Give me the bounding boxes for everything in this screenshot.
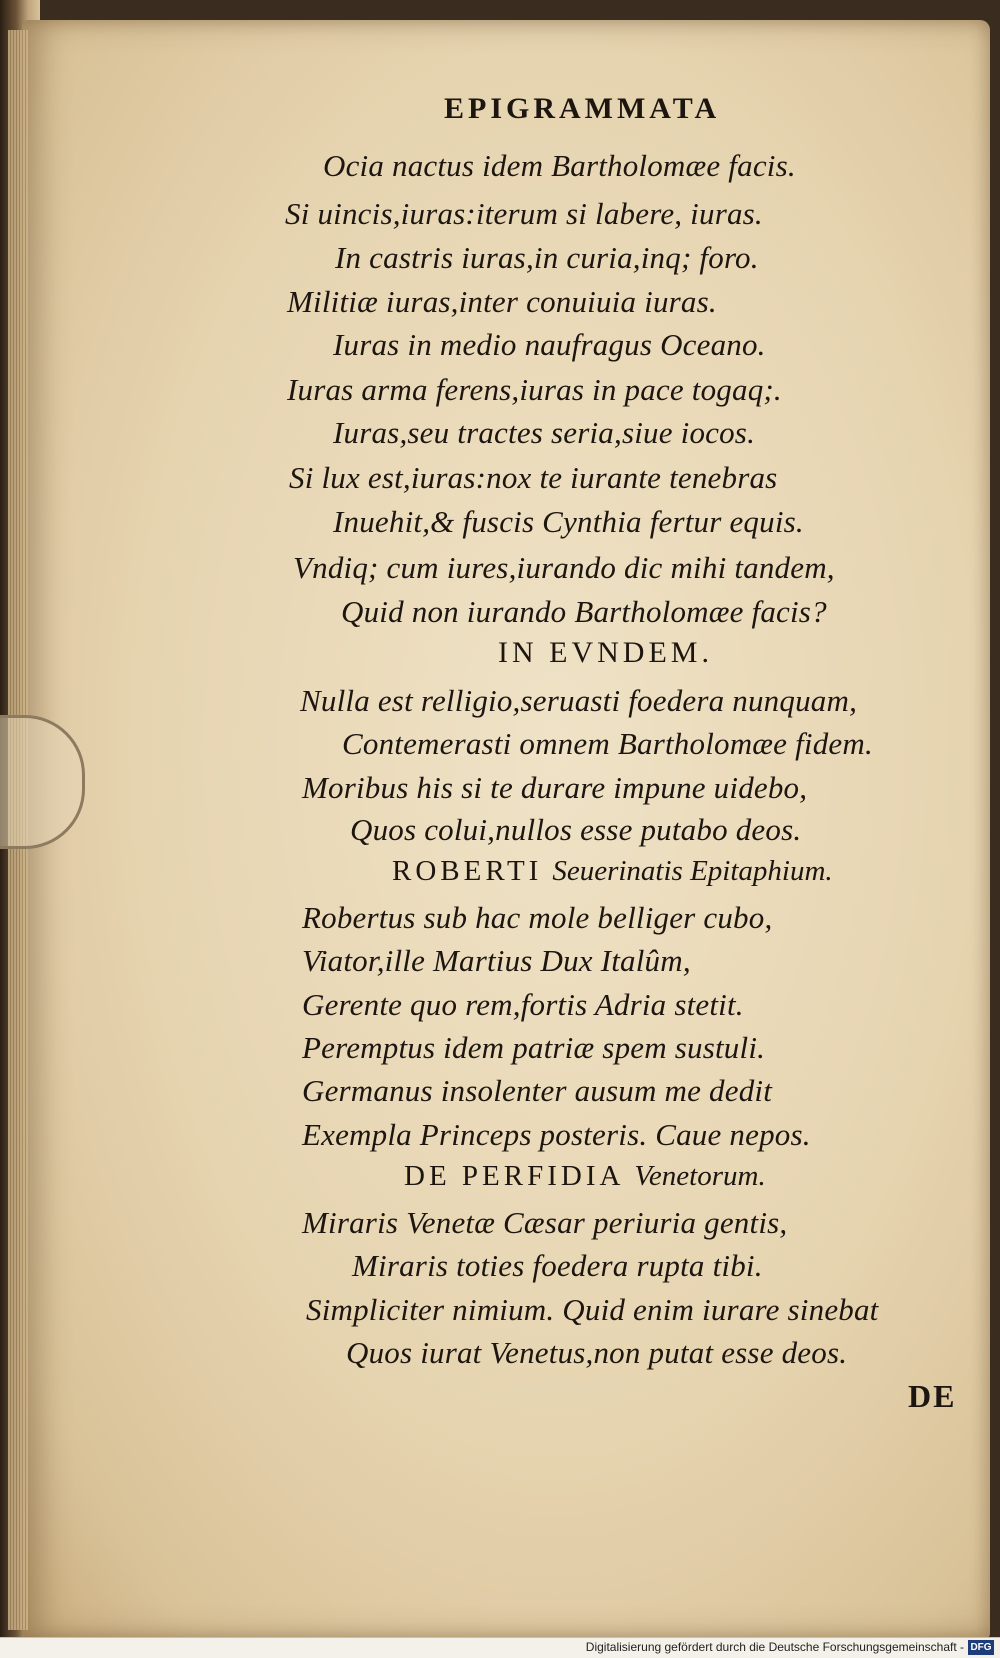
verse-line: Iuras arma ferens,iuras in pace togaq;.	[287, 372, 782, 407]
heading-italic: Seuerinatis Epitaphium.	[552, 855, 833, 887]
verse-line: Exempla Princeps posteris. Caue nepos.	[302, 1117, 811, 1152]
verse-line: Miraris Venetæ Cæsar periuria gentis,	[302, 1205, 788, 1240]
footer-credit: Digitalisierung gefördert durch die Deutsche Forschungsgemeinschaft -	[585, 1640, 964, 1654]
verse-line: Robertus sub hac mole belliger cubo,	[302, 900, 773, 935]
section-heading-de-perfidia	[404, 1160, 766, 1193]
catchword: DE	[908, 1378, 957, 1414]
verse-line: In castris iuras,in curia,inq; foro.	[335, 240, 759, 275]
verse-line: Inuehit,& fuscis Cynthia fertur equis.	[333, 504, 804, 539]
verse-line: Peremptus idem patriæ spem sustuli.	[302, 1030, 766, 1065]
verse-line: Ocia nactus idem Bartholomæe facis.	[323, 148, 796, 183]
verse-line: Si lux est,iuras:nox te iurante tenebras	[289, 460, 778, 495]
verse-line: Nulla est relligio,seruasti foedera nunquam,	[300, 683, 858, 718]
verse-line: Germanus insolenter ausum me dedit	[302, 1073, 773, 1108]
section-heading-epitaphium	[392, 855, 833, 888]
verse-line: Si uincis,iuras:iterum si labere, iuras.	[285, 196, 763, 231]
verse-line: Contemerasti omnem Bartholomæe fidem.	[342, 726, 873, 761]
page-header-title: EPIGRAMMATA	[444, 92, 721, 125]
verse-line: Viator,ille Martius Dux Italûm,	[302, 943, 691, 978]
footer-bar	[0, 1637, 1000, 1658]
heading-caps: DE PERFIDIA	[404, 1160, 625, 1192]
dfg-logo: DFG	[968, 1640, 994, 1655]
verse-line: Miraris toties foedera rupta tibi.	[352, 1248, 763, 1283]
heading-caps: ROBERTI	[392, 855, 543, 887]
verse-line: Simpliciter nimium. Quid enim iurare sinebat	[306, 1292, 879, 1327]
verse-line: Gerente quo rem,fortis Adria stetit.	[302, 987, 744, 1022]
verse-line: Iuras,seu tractes seria,siue iocos.	[333, 415, 756, 450]
heading-italic: Venetorum.	[634, 1160, 766, 1192]
verse-line: Quos iurat Venetus,non putat esse deos.	[346, 1335, 848, 1370]
verse-line: Moribus his si te durare impune uidebo,	[302, 770, 808, 805]
section-heading-in-eundem: IN EVNDEM.	[498, 636, 713, 669]
verse-line: Iuras in medio naufragus Oceano.	[333, 327, 766, 362]
verse-line: Quos colui,nullos esse putabo deos.	[350, 812, 802, 847]
verse-line: Vndiq; cum iures,iurando dic mihi tandem,	[293, 550, 835, 585]
verse-line: Quid non iurando Bartholomæe facis?	[341, 594, 827, 629]
verse-line: Militiæ iuras,inter conuiuia iuras.	[287, 284, 717, 319]
